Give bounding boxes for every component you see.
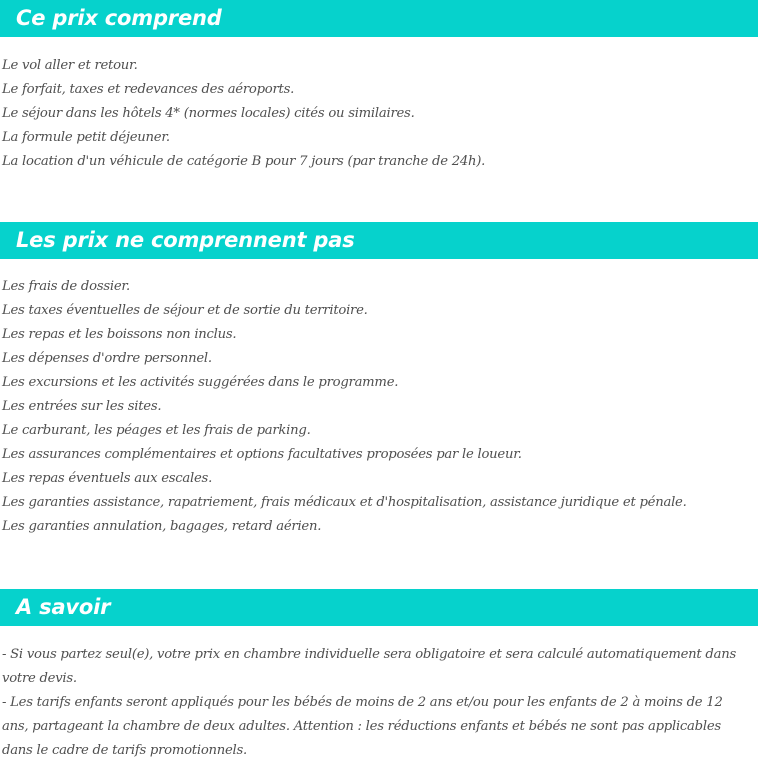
note-paragraph: - Les tarifs enfants seront appliqués pour les bébés de moins de 2 ans et/ou pour les enfants de 2 à moins de 12 ans, partageant la chambre de deux adultes. Attention : les réductions enfants et bébés ne sont pas applicables dans le cadre de tarifs promotionnels. <box>2 695 723 758</box>
section-header-bar-3 <box>0 589 758 626</box>
list-item: Les garanties annulation, bagages, retard aérien. <box>2 519 322 534</box>
spacer <box>0 259 758 275</box>
section-header-bar-2 <box>0 222 758 259</box>
list-item: Les frais de dossier. <box>2 279 130 294</box>
list-item: Les entrées sur les sites. <box>2 399 162 414</box>
list-item: Les garanties assistance, rapatriement, frais médicaux et d'hospitalisation, assistance juridique et pénale. <box>2 495 687 510</box>
list-item: Le vol aller et retour. <box>2 58 138 73</box>
spacer <box>0 174 758 222</box>
list-item: Les repas éventuels aux escales. <box>2 471 213 486</box>
list-item: Le forfait, taxes et redevances des aéroports. <box>2 82 295 97</box>
list-item: Les taxes éventuelles de séjour et de sortie du territoire. <box>2 303 368 318</box>
section-body-3 <box>0 643 758 763</box>
list-item: La location d'un véhicule de catégorie B pour 7 jours (par tranche de 24h). <box>2 154 486 169</box>
note-paragraph: - Si vous partez seul(e), votre prix en chambre individuelle sera obligatoire et sera calculé automatiquement dans votre devis. <box>2 647 736 686</box>
section-ce-prix-comprend <box>0 0 758 174</box>
section-title-les-prix-ne-comprennent-pas: Les prix ne comprennent pas <box>16 228 355 252</box>
list-item: Les repas et les boissons non inclus. <box>2 327 237 342</box>
spacer <box>0 37 758 54</box>
section-les-prix-ne-comprennent-pas <box>0 222 758 539</box>
section-header-bar-1 <box>0 0 758 37</box>
spacer <box>0 626 758 643</box>
section-body-2 <box>0 275 758 539</box>
list-item: Les excursions et les activités suggérées dans le programme. <box>2 375 399 390</box>
spacer <box>0 539 758 589</box>
list-item: Le séjour dans les hôtels 4* (normes locales) cités ou similaires. <box>2 106 415 121</box>
excluded-list <box>0 275 758 539</box>
section-a-savoir <box>0 589 758 763</box>
list-item: Le carburant, les péages et les frais de parking. <box>2 423 311 438</box>
section-body-1 <box>0 54 758 174</box>
included-list <box>0 54 758 174</box>
list-item: La formule petit déjeuner. <box>2 130 170 145</box>
list-item: Les dépenses d'ordre personnel. <box>2 351 212 366</box>
list-item: Les assurances complémentaires et options facultatives proposées par le loueur. <box>2 447 522 462</box>
section-title-a-savoir: A savoir <box>16 595 111 619</box>
section-title-ce-prix-comprend: Ce prix comprend <box>16 6 222 30</box>
